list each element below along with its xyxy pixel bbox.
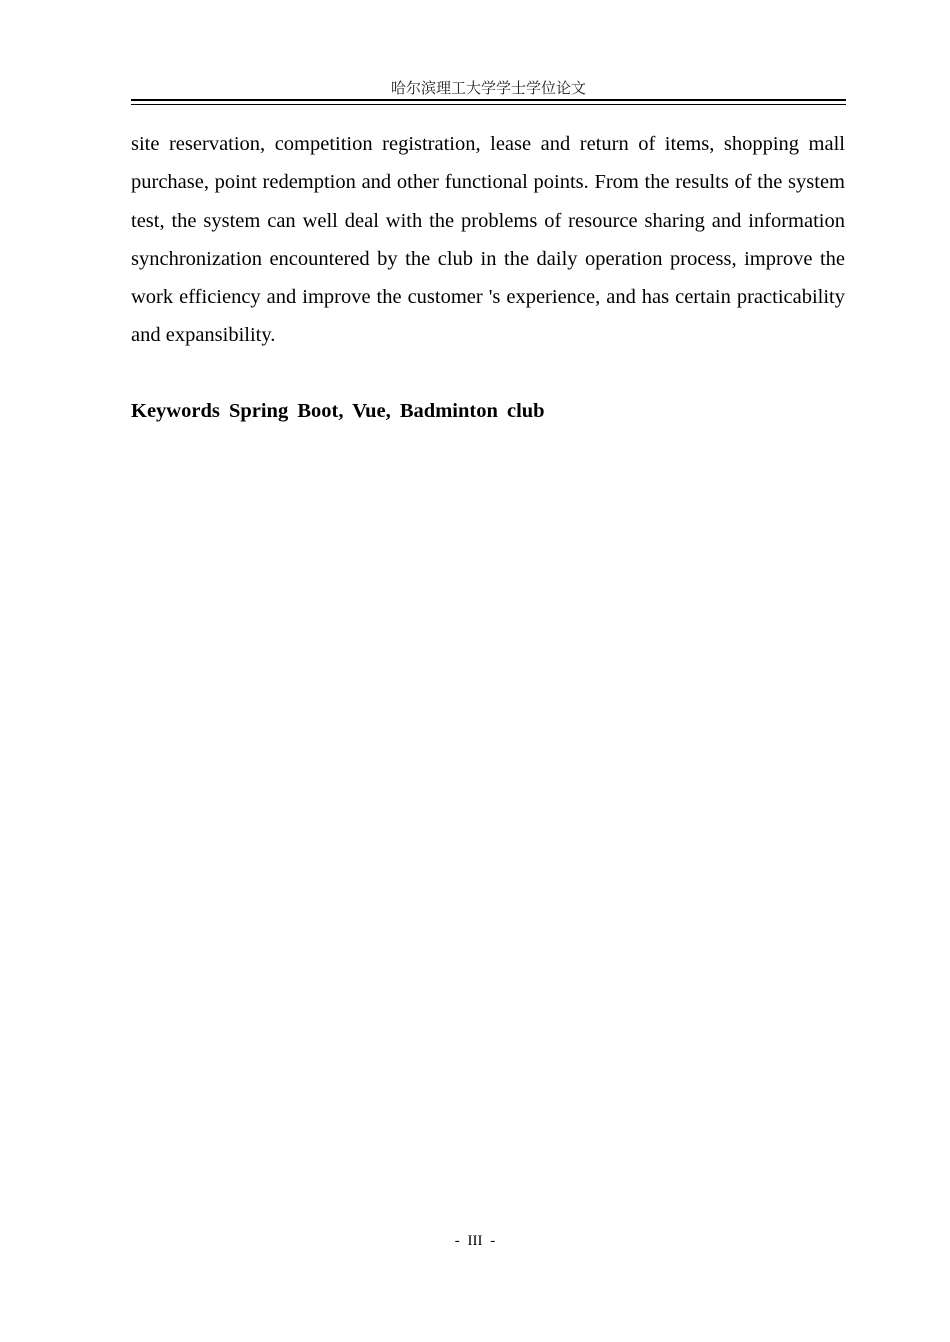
page-header: 哈尔滨理工大学学士学位论文 <box>390 79 586 97</box>
header-rule-thin <box>131 104 846 105</box>
abstract-paragraph: site reservation, competition registration, lease and return of items, shopping mall purchase, point redemption and other functional points. From the results of the system test, the system can well deal with the problems of resource sharing and information synchronization encountered by the club in the daily operation process, improve the work efficiency and improve the customer 's experience, and has certain practicability and expansibility. <box>131 133 845 347</box>
keywords-line: Keywords Spring Boot, Vue, Badminton club <box>131 400 545 422</box>
page-number: - III - <box>454 1233 496 1249</box>
header-rule-thick <box>131 99 846 101</box>
